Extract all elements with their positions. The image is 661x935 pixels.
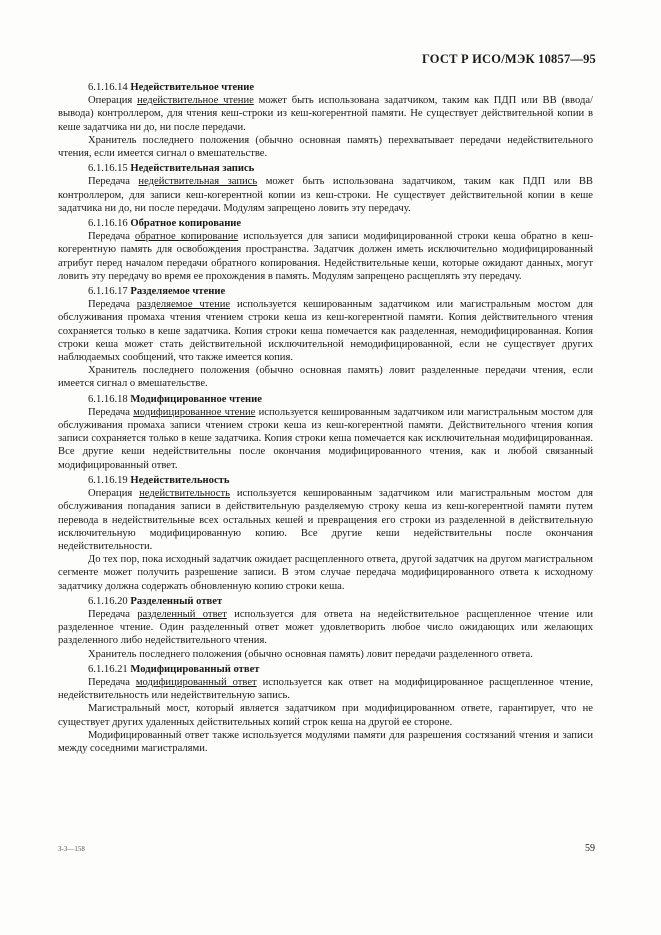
section-number: 6.1.16.16 (88, 218, 128, 230)
paragraph-text: Операция (88, 488, 140, 500)
paragraph-text: Передача (88, 406, 134, 418)
paragraph (58, 608, 593, 648)
section-heading (58, 217, 593, 230)
paragraph-text: используется кешированным задатчиком или магистральным мостом для обслуживания попадания записи в действительную разделяемую строку кеша из кеш-когерентной памяти путем перевода в недействительные всех остальных кешей и превращения его строки из разделенной в действительную исключительную модифицированную копию. Все другие кеши недействительны после окончания недействительности. (58, 488, 593, 552)
section-heading (58, 393, 593, 406)
paragraph-text: может быть использована задатчиком, таким как ПДП или ВВ контроллером, для записи кеш-когерентной копии из кеш-строки. Не существует действительной копии в кеше задатчика ни до, ни после передачи. Модулям запрещено ловить эту передачу. (58, 176, 593, 214)
paragraph-text: Хранитель последнего положения (обычно основная память) ловит передачи разделенного ответа. (88, 648, 533, 660)
paragraph-text: Магистральный мост, который является задатчиком при модифицированном ответе, гарантирует, что не существует других удаленных действительных копий строк кеша на другой ее стороне. (58, 703, 593, 728)
section-title: Обратное копирование (130, 218, 242, 230)
section-title: Недействительная запись (130, 163, 255, 175)
paragraph-text: может быть использована задатчиком, таким как ПДП или ВВ (ввода/вывода) контроллером, для чтения кеш-строки из кеш-когерентной памяти. Не существует действительной копии в кеше задатчика ни до, ни после передачи. (58, 95, 593, 133)
paragraph (58, 406, 593, 472)
paragraph-text: Передача (88, 231, 135, 243)
paragraph (58, 175, 593, 215)
paragraph (58, 94, 593, 134)
section (58, 81, 593, 160)
term-underlined: недействительное чтение (137, 95, 254, 107)
section-number: 6.1.16.19 (88, 474, 128, 486)
section-title: Модифицированное чтение (130, 393, 262, 405)
section-number: 6.1.16.15 (88, 163, 128, 175)
document-header: ГОСТ Р ИСО/МЭК 10857—95 (421, 52, 596, 66)
document-body (58, 81, 593, 757)
section-heading (58, 663, 593, 676)
term-underlined: недействительная запись (138, 176, 258, 188)
section-number: 6.1.16.18 (88, 393, 128, 405)
term-underlined: модифицированное чтение (133, 406, 256, 418)
paragraph-text: Передача (88, 176, 139, 188)
paragraph-text: Хранитель последнего положения (обычно основная память) перехватывает передачи недействительного чтения, если имеется сигнал о вмешательстве. (58, 134, 593, 160)
section (58, 663, 593, 755)
paragraph (58, 364, 593, 390)
section (58, 595, 593, 661)
paragraph-text: Передача (88, 608, 138, 620)
paragraph (58, 648, 593, 661)
term-underlined: модифицированный ответ (135, 676, 257, 688)
paragraph-text: Передача (88, 676, 136, 688)
paragraph-text: используется для записи модифицированной строки кеша обратно в кеш-когерентную память для освобождения пространства. Задатчик должен иметь исключительно модифицированный атрибут перед началом передачи обратного копирования. Недействительные кеши, которые ожидают данных, могут ловить эту передачу во время ее прохождения в память. Модулям запрещено расщеплять эту передачу. (58, 231, 594, 282)
section (58, 474, 593, 593)
section-title: Разделяемое чтение (130, 286, 226, 298)
paragraph-text: Передача (88, 299, 137, 311)
paragraph-text: используется кешированным задатчиком или магистральным мостом для обслуживания промаха записи чтением строки кеша из кеш-когерентной памяти. Действительного чтения копия записи сохраняется только в кеше задатчика. Копия строки кеша помечается как исключительная модифицированная. Все другие кеши недействительны после окончания модифицированного чтения, как и любой связанный модифицированный ответ. (58, 406, 593, 471)
paragraph (58, 487, 593, 553)
section (58, 217, 593, 283)
footer-code: 3-3—158 (58, 845, 85, 853)
section (58, 285, 593, 391)
paragraph (58, 676, 593, 702)
section-number: 6.1.16.21 (88, 663, 128, 675)
paragraph-text: Модифицированный ответ также используется модулями памяти для разрешения состязаний чтения и записи между соседними магистралями. (58, 729, 593, 754)
section-heading (58, 81, 593, 94)
section-title: Недействительное чтение (130, 82, 255, 93)
section (58, 393, 593, 472)
section-title: Модифицированный ответ (130, 663, 260, 675)
paragraph-text: используется для ответа на недействительное расщепленное чтение или разделенное чтение. Один разделенный ответ может удовлетворить любое число ожидающих или желающих разделенного либо недействительного чтения. (58, 608, 594, 647)
paragraph (58, 729, 593, 755)
term-underlined: разделяемое чтение (136, 299, 231, 311)
section-number: 6.1.16.17 (88, 286, 128, 298)
paragraph (58, 134, 593, 160)
section-heading (58, 162, 593, 175)
page-number: 59 (585, 843, 595, 854)
paragraph (58, 230, 593, 283)
section-heading (58, 595, 593, 608)
paragraph (58, 702, 593, 728)
section-number: 6.1.16.20 (88, 595, 128, 607)
paragraph-text: используется кешированным задатчиком или магистральным мостом для обслуживания промаха чтения чтением строки кеша из кеш-когерентной памяти. Копия действительного чтения сохраняется только в кеше задатчика. Копия строки кеша помечается как разделенная, немодифицированная. Копия строки кеша может стать действительной исключительной немодифицированной, если не существует других наблюдаемых сообщений, что также имеется копия. (58, 299, 594, 364)
paragraph (58, 553, 593, 593)
paragraph-text: До тех пор, пока исходный задатчик ожидает расщепленного ответа, другой задатчик на другом магистральном сегменте может получить разрешение записи. В этом случае передача модифицированного ответа к исходному задатчику должна содержать обновленную копию строки кеша. (58, 554, 593, 592)
term-underlined: недействительность (139, 488, 230, 500)
section-title: Недействительность (130, 474, 230, 486)
section-number: 6.1.16.14 (88, 82, 128, 93)
section-heading (58, 285, 593, 298)
section-heading (58, 474, 593, 487)
term-underlined: обратное копирование (134, 231, 239, 243)
paragraph-text: используется как ответ на модифицированное расщепленное чтение, недействительность или недействительную запись. (58, 676, 593, 702)
paragraph-text: Операция (88, 95, 138, 107)
term-underlined: разделенный ответ (137, 608, 227, 620)
section (58, 162, 593, 215)
paragraph (58, 298, 593, 364)
section-title: Разделенный ответ (130, 595, 223, 607)
paragraph-text: Хранитель последнего положения (обычно основная память) ловит разделенные передачи чтения, если имеется сигнал о вмешательстве. (58, 365, 593, 390)
